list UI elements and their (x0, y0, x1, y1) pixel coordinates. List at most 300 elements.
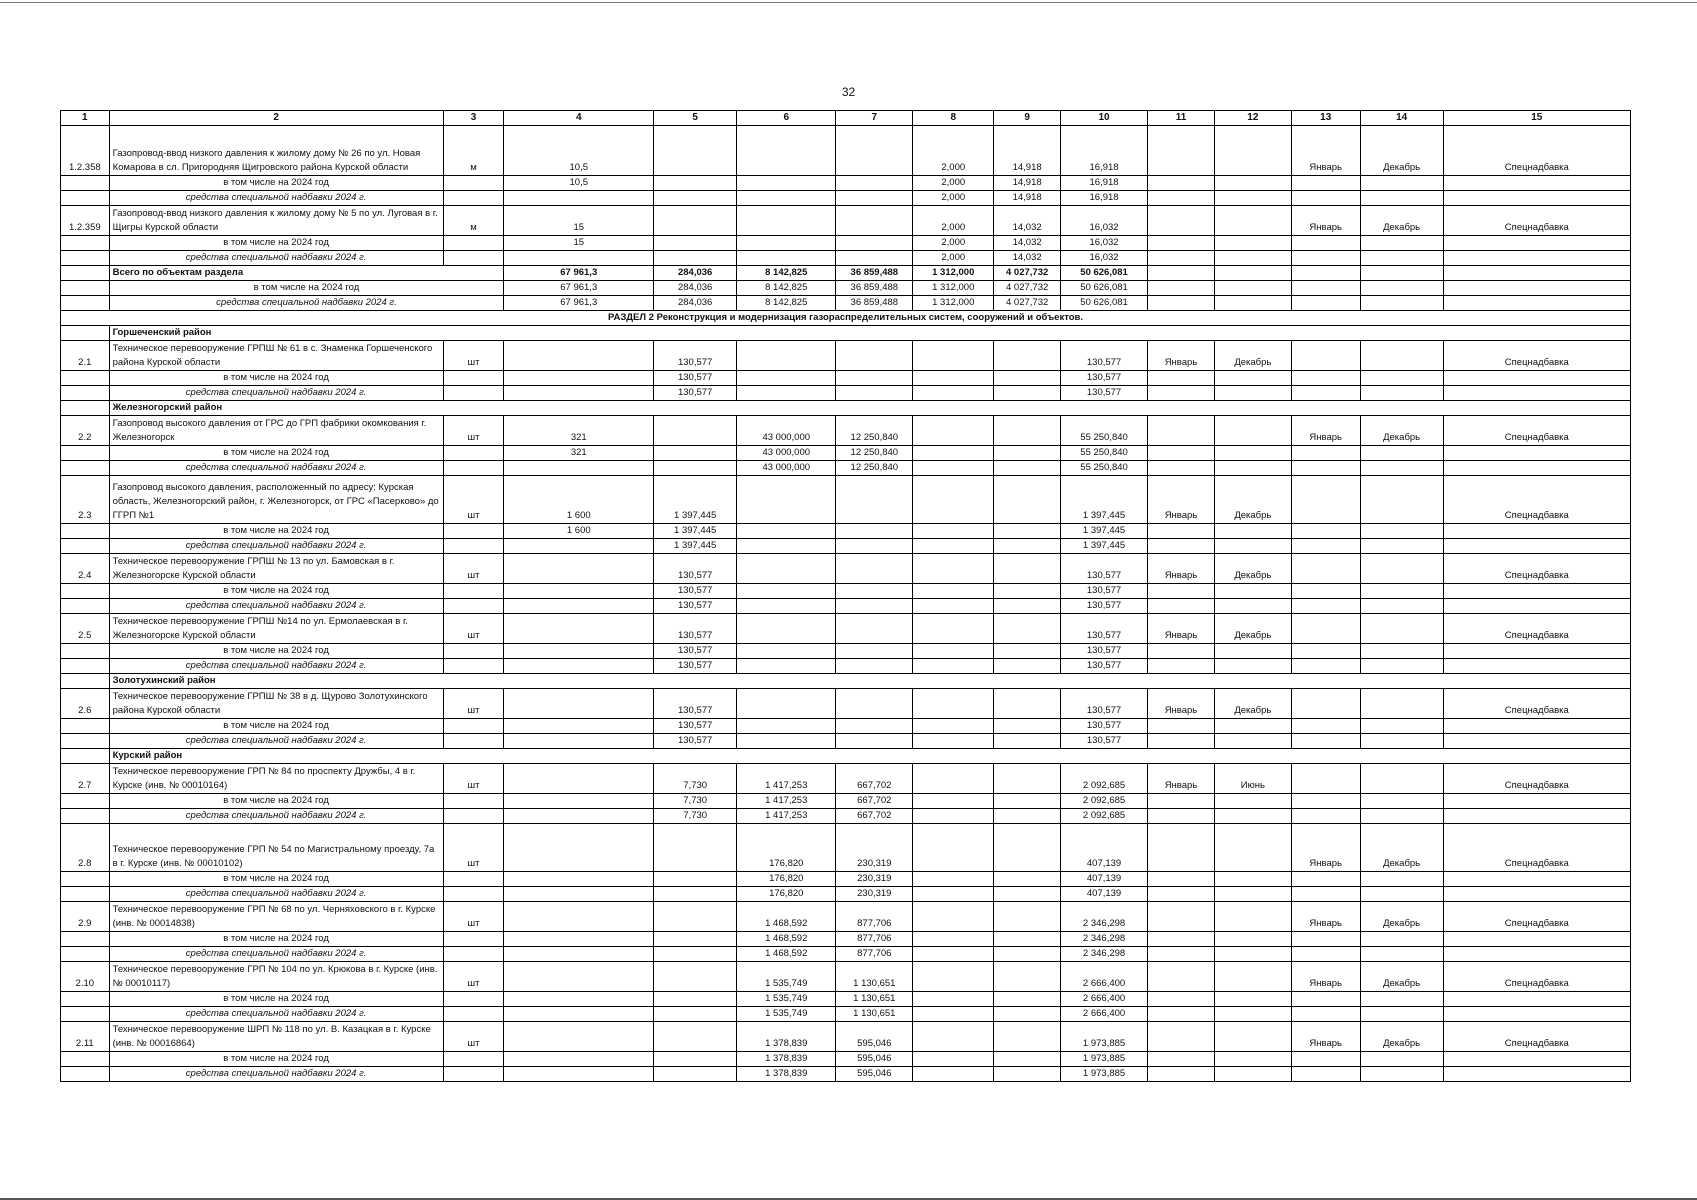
value-cell (913, 902, 994, 932)
value-cell: 2 092,685 (1061, 764, 1148, 794)
value-cell (504, 734, 654, 749)
value-cell (1291, 809, 1360, 824)
value-cell: 667,702 (836, 794, 913, 809)
value-cell (1291, 476, 1360, 524)
value-cell: 595,046 (836, 1067, 913, 1082)
value-cell (1214, 1067, 1291, 1082)
value-cell: 1 468,592 (737, 947, 836, 962)
value-cell: 176,820 (737, 872, 836, 887)
value-cell: 130,577 (654, 689, 737, 719)
value-cell (1360, 887, 1443, 902)
value-cell (1291, 614, 1360, 644)
year-subtotal-row (61, 719, 1631, 734)
funding-source (1443, 644, 1630, 659)
value-cell: 7,730 (654, 764, 737, 794)
value-cell: Декабрь (1214, 689, 1291, 719)
object-name: Газопровод высокого давления, расположенный по адресу: Курская область, Железногорский район, г. Железногорск, от ГРС «Пасерково» до ГГРП №1 (109, 476, 443, 524)
value-cell (1360, 539, 1443, 554)
value-cell (1360, 524, 1443, 539)
value-cell (1214, 809, 1291, 824)
value-cell (1148, 176, 1215, 191)
value-cell (1291, 1067, 1360, 1082)
row-number (61, 794, 110, 809)
row-number (61, 176, 110, 191)
value-cell: 8 142,825 (737, 266, 836, 281)
value-cell (1148, 902, 1215, 932)
value-cell (994, 947, 1061, 962)
object-row (61, 962, 1631, 992)
value-cell (654, 191, 737, 206)
value-cell: 2 666,400 (1061, 992, 1148, 1007)
value-cell: 2 346,298 (1061, 932, 1148, 947)
value-cell (913, 371, 994, 386)
special-surcharge-row (61, 1067, 1631, 1082)
value-cell (504, 794, 654, 809)
funding-source (1443, 1067, 1630, 1082)
value-cell (994, 1022, 1061, 1052)
value-cell: 36 859,488 (836, 266, 913, 281)
object-row (61, 476, 1631, 524)
row-number: 2.11 (61, 1022, 110, 1052)
value-cell: 8 142,825 (737, 296, 836, 311)
value-cell (504, 539, 654, 554)
value-cell: Декабрь (1214, 614, 1291, 644)
object-row (61, 824, 1631, 872)
row-label: средства специальной надбавки 2024 г. (109, 659, 443, 674)
value-cell (836, 659, 913, 674)
value-cell: Декабрь (1360, 962, 1443, 992)
value-cell (737, 734, 836, 749)
value-cell (504, 824, 654, 872)
value-cell (1214, 644, 1291, 659)
value-cell (1291, 599, 1360, 614)
funding-source: Спецнадбавка (1443, 341, 1630, 371)
row-label: средства специальной надбавки 2024 г. (109, 1007, 443, 1022)
value-cell (1291, 266, 1360, 281)
value-cell (994, 794, 1061, 809)
unit-cell (443, 644, 504, 659)
value-cell: 284,036 (654, 266, 737, 281)
unit-cell (443, 932, 504, 947)
unit-cell (443, 371, 504, 386)
value-cell: 4 027,732 (994, 281, 1061, 296)
value-cell (737, 599, 836, 614)
funding-source: Спецнадбавка (1443, 614, 1630, 644)
value-cell (836, 251, 913, 266)
value-cell: Январь (1291, 902, 1360, 932)
value-cell (1214, 902, 1291, 932)
value-cell (913, 809, 994, 824)
row-number (61, 734, 110, 749)
value-cell: 1 397,445 (1061, 476, 1148, 524)
value-cell (1214, 176, 1291, 191)
value-cell (994, 599, 1061, 614)
value-cell (836, 206, 913, 236)
funding-source (1443, 599, 1630, 614)
row-label: средства специальной надбавки 2024 г. (109, 191, 443, 206)
value-cell (913, 341, 994, 371)
value-cell (836, 236, 913, 251)
value-cell (913, 644, 994, 659)
value-cell (1214, 872, 1291, 887)
value-cell (836, 476, 913, 524)
district-name: Железногорский район (109, 401, 1630, 416)
value-cell (504, 599, 654, 614)
row-label: в том числе на 2024 год (109, 176, 443, 191)
funding-source (1443, 992, 1630, 1007)
value-cell (994, 764, 1061, 794)
value-cell: 1 397,445 (654, 539, 737, 554)
row-number (61, 947, 110, 962)
value-cell (994, 341, 1061, 371)
value-cell (1148, 126, 1215, 176)
value-cell: 1 973,885 (1061, 1052, 1148, 1067)
value-cell: 36 859,488 (836, 281, 913, 296)
value-cell: 10,5 (504, 176, 654, 191)
unit-cell (443, 461, 504, 476)
row-number (61, 644, 110, 659)
value-cell: 1 417,253 (737, 794, 836, 809)
value-cell (1148, 734, 1215, 749)
value-cell: 43 000,000 (737, 461, 836, 476)
row-label: в том числе на 2024 год (109, 236, 443, 251)
funding-source (1443, 1052, 1630, 1067)
value-cell (504, 659, 654, 674)
row-number: 2.3 (61, 476, 110, 524)
object-row (61, 689, 1631, 719)
row-label: средства специальной надбавки 2024 г. (109, 809, 443, 824)
value-cell (913, 461, 994, 476)
value-cell (504, 191, 654, 206)
value-cell: Декабрь (1214, 476, 1291, 524)
value-cell (737, 719, 836, 734)
row-label: средства специальной надбавки 2024 г. (109, 296, 504, 311)
value-cell (913, 614, 994, 644)
row-number (61, 386, 110, 401)
column-number-cell: 7 (836, 111, 913, 126)
value-cell (913, 386, 994, 401)
funding-source (1443, 584, 1630, 599)
value-cell: Декабрь (1360, 824, 1443, 872)
value-cell (504, 719, 654, 734)
value-cell (994, 719, 1061, 734)
value-cell (504, 371, 654, 386)
row-number (61, 371, 110, 386)
special-surcharge-row (61, 1007, 1631, 1022)
value-cell (1291, 644, 1360, 659)
year-subtotal-row (61, 524, 1631, 539)
object-name: Техническое перевооружение ГРПШ № 38 в д. Щурово Золотухинского района Курской области (109, 689, 443, 719)
row-label: средства специальной надбавки 2024 г. (109, 599, 443, 614)
value-cell (1291, 719, 1360, 734)
object-name: Техническое перевооружение ШРП № 118 по ул. В. Казацкая в г. Курске (инв. № 00016864) (109, 1022, 443, 1052)
value-cell (913, 659, 994, 674)
value-cell: 130,577 (1061, 554, 1148, 584)
value-cell: 43 000,000 (737, 446, 836, 461)
value-cell: 2 092,685 (1061, 794, 1148, 809)
value-cell (654, 236, 737, 251)
value-cell (913, 539, 994, 554)
value-cell (913, 584, 994, 599)
value-cell: 2,000 (913, 176, 994, 191)
value-cell (994, 539, 1061, 554)
value-cell (504, 902, 654, 932)
column-number-cell: 15 (1443, 111, 1630, 126)
value-cell (1360, 809, 1443, 824)
unit-cell (443, 794, 504, 809)
value-cell (994, 554, 1061, 584)
row-label: средства специальной надбавки 2024 г. (109, 251, 443, 266)
value-cell: Январь (1291, 416, 1360, 446)
value-cell: 595,046 (836, 1052, 913, 1067)
value-cell (994, 734, 1061, 749)
value-cell (1214, 887, 1291, 902)
value-cell: 230,319 (836, 872, 913, 887)
row-label: средства специальной надбавки 2024 г. (109, 1067, 443, 1082)
value-cell (1360, 461, 1443, 476)
row-number: 2.7 (61, 764, 110, 794)
unit-cell: шт (443, 416, 504, 446)
year-subtotal-row (61, 794, 1631, 809)
object-row (61, 554, 1631, 584)
value-cell (504, 341, 654, 371)
value-cell (836, 734, 913, 749)
value-cell (994, 872, 1061, 887)
funding-source (1443, 659, 1630, 674)
object-name: Техническое перевооружение ГРП № 104 по ул. Крюкова в г. Курске (инв. № 00010117) (109, 962, 443, 992)
value-cell (1291, 1052, 1360, 1067)
value-cell (836, 191, 913, 206)
value-cell: 1 397,445 (1061, 539, 1148, 554)
value-cell (654, 992, 737, 1007)
value-cell: 15 (504, 206, 654, 236)
section-total-row (61, 266, 1631, 281)
value-cell (504, 809, 654, 824)
value-cell (1291, 554, 1360, 584)
funding-source (1443, 191, 1630, 206)
value-cell: Декабрь (1360, 902, 1443, 932)
unit-cell (443, 386, 504, 401)
object-name: Техническое перевооружение ГРПШ № 13 по ул. Бамовская в г. Железногорске Курской области (109, 554, 443, 584)
value-cell (654, 416, 737, 446)
value-cell (1291, 734, 1360, 749)
row-label: Всего по объектам раздела (109, 266, 504, 281)
value-cell (1214, 659, 1291, 674)
value-cell: Декабрь (1360, 1022, 1443, 1052)
value-cell (504, 872, 654, 887)
row-label: средства специальной надбавки 2024 г. (109, 734, 443, 749)
value-cell (994, 584, 1061, 599)
value-cell: 321 (504, 416, 654, 446)
value-cell: 1 600 (504, 476, 654, 524)
value-cell: Январь (1291, 206, 1360, 236)
value-cell (1214, 386, 1291, 401)
value-cell (1360, 476, 1443, 524)
value-cell (1148, 794, 1215, 809)
special-surcharge-row (61, 251, 1631, 266)
row-number (61, 281, 110, 296)
value-cell (1443, 281, 1630, 296)
value-cell: 2,000 (913, 236, 994, 251)
value-cell: 36 859,488 (836, 296, 913, 311)
value-cell (1148, 887, 1215, 902)
value-cell (1360, 281, 1443, 296)
value-cell (1360, 599, 1443, 614)
value-cell: Январь (1148, 341, 1215, 371)
value-cell: 130,577 (1061, 614, 1148, 644)
value-cell (1148, 872, 1215, 887)
row-number (61, 524, 110, 539)
value-cell: 1 397,445 (654, 476, 737, 524)
value-cell: 130,577 (654, 386, 737, 401)
value-cell (654, 962, 737, 992)
value-cell (1443, 296, 1630, 311)
value-cell: 16,032 (1061, 206, 1148, 236)
row-label: средства специальной надбавки 2024 г. (109, 461, 443, 476)
value-cell (913, 1022, 994, 1052)
value-cell (994, 1052, 1061, 1067)
row-number (61, 992, 110, 1007)
value-cell: 16,918 (1061, 191, 1148, 206)
row-label: в том числе на 2024 год (109, 584, 443, 599)
value-cell (737, 539, 836, 554)
value-cell (654, 1067, 737, 1082)
object-name: Техническое перевооружение ГРП № 54 по Магистральному проезду, 7а в г. Курске (инв. № 00010102) (109, 824, 443, 872)
funding-source (1443, 932, 1630, 947)
value-cell (836, 126, 913, 176)
object-name: Газопровод высокого давления от ГРС до ГРП фабрики окомкования г. Железногорск (109, 416, 443, 446)
value-cell (654, 461, 737, 476)
column-number-cell: 8 (913, 111, 994, 126)
value-cell (1360, 584, 1443, 599)
funding-source (1443, 176, 1630, 191)
unit-cell: м (443, 206, 504, 236)
value-cell (1214, 416, 1291, 446)
row-number (61, 1052, 110, 1067)
unit-cell: шт (443, 554, 504, 584)
row-label: в том числе на 2024 год (109, 794, 443, 809)
row-number (61, 236, 110, 251)
value-cell (836, 554, 913, 584)
row-number (61, 872, 110, 887)
value-cell (654, 1022, 737, 1052)
special-surcharge-row (61, 947, 1631, 962)
value-cell (1214, 539, 1291, 554)
column-number-cell: 12 (1214, 111, 1291, 126)
funding-source (1443, 872, 1630, 887)
value-cell: 1 378,839 (737, 1052, 836, 1067)
value-cell: 130,577 (654, 659, 737, 674)
value-cell (1291, 461, 1360, 476)
object-row (61, 126, 1631, 176)
value-cell (1291, 932, 1360, 947)
value-cell (1291, 371, 1360, 386)
value-cell (913, 1067, 994, 1082)
value-cell: 15 (504, 236, 654, 251)
district-header-row (61, 749, 1631, 764)
column-number-cell: 1 (61, 111, 110, 126)
value-cell (737, 689, 836, 719)
unit-cell (443, 1052, 504, 1067)
unit-cell: шт (443, 962, 504, 992)
value-cell (1360, 1007, 1443, 1022)
unit-cell: шт (443, 689, 504, 719)
value-cell (913, 554, 994, 584)
value-cell (1360, 644, 1443, 659)
funding-source (1443, 887, 1630, 902)
value-cell: 14,918 (994, 126, 1061, 176)
empty-cell (61, 674, 110, 689)
value-cell (1214, 794, 1291, 809)
value-cell (737, 371, 836, 386)
value-cell (1360, 659, 1443, 674)
value-cell (1148, 539, 1215, 554)
value-cell (1214, 1022, 1291, 1052)
value-cell (1291, 584, 1360, 599)
funding-source (1443, 734, 1630, 749)
column-number-cell: 4 (504, 111, 654, 126)
funding-source (1443, 794, 1630, 809)
object-row (61, 764, 1631, 794)
funding-source (1443, 251, 1630, 266)
value-cell (1148, 524, 1215, 539)
value-cell: 1 417,253 (737, 809, 836, 824)
value-cell: Январь (1148, 476, 1215, 524)
value-cell (1360, 764, 1443, 794)
unit-cell (443, 734, 504, 749)
value-cell (1360, 386, 1443, 401)
value-cell: 16,032 (1061, 251, 1148, 266)
row-number: 2.10 (61, 962, 110, 992)
object-name: Техническое перевооружение ГРП № 84 по проспекту Дружбы, 4 в г. Курске (инв. № 00010164) (109, 764, 443, 794)
funding-source (1443, 947, 1630, 962)
unit-cell: шт (443, 1022, 504, 1052)
value-cell (504, 887, 654, 902)
value-cell: 2,000 (913, 191, 994, 206)
value-cell (994, 932, 1061, 947)
unit-cell (443, 446, 504, 461)
value-cell: 55 250,840 (1061, 461, 1148, 476)
value-cell: 1 973,885 (1061, 1067, 1148, 1082)
year-subtotal-row (61, 446, 1631, 461)
row-number (61, 584, 110, 599)
value-cell (994, 962, 1061, 992)
special-surcharge-row (61, 887, 1631, 902)
value-cell (1291, 176, 1360, 191)
empty-cell (61, 401, 110, 416)
column-number-cell: 10 (1061, 111, 1148, 126)
value-cell (737, 251, 836, 266)
value-cell (504, 689, 654, 719)
value-cell: 14,918 (994, 191, 1061, 206)
value-cell (1214, 824, 1291, 872)
value-cell (1360, 719, 1443, 734)
value-cell (1214, 126, 1291, 176)
row-label: средства специальной надбавки 2024 г. (109, 386, 443, 401)
value-cell (1148, 251, 1215, 266)
value-cell (1360, 251, 1443, 266)
value-cell: 14,918 (994, 176, 1061, 191)
value-cell (1360, 236, 1443, 251)
section-header-row (61, 311, 1631, 326)
object-row (61, 902, 1631, 932)
value-cell: 130,577 (1061, 734, 1148, 749)
funding-source (1443, 446, 1630, 461)
value-cell: 284,036 (654, 296, 737, 311)
value-cell (994, 809, 1061, 824)
value-cell (913, 932, 994, 947)
column-number-cell: 3 (443, 111, 504, 126)
